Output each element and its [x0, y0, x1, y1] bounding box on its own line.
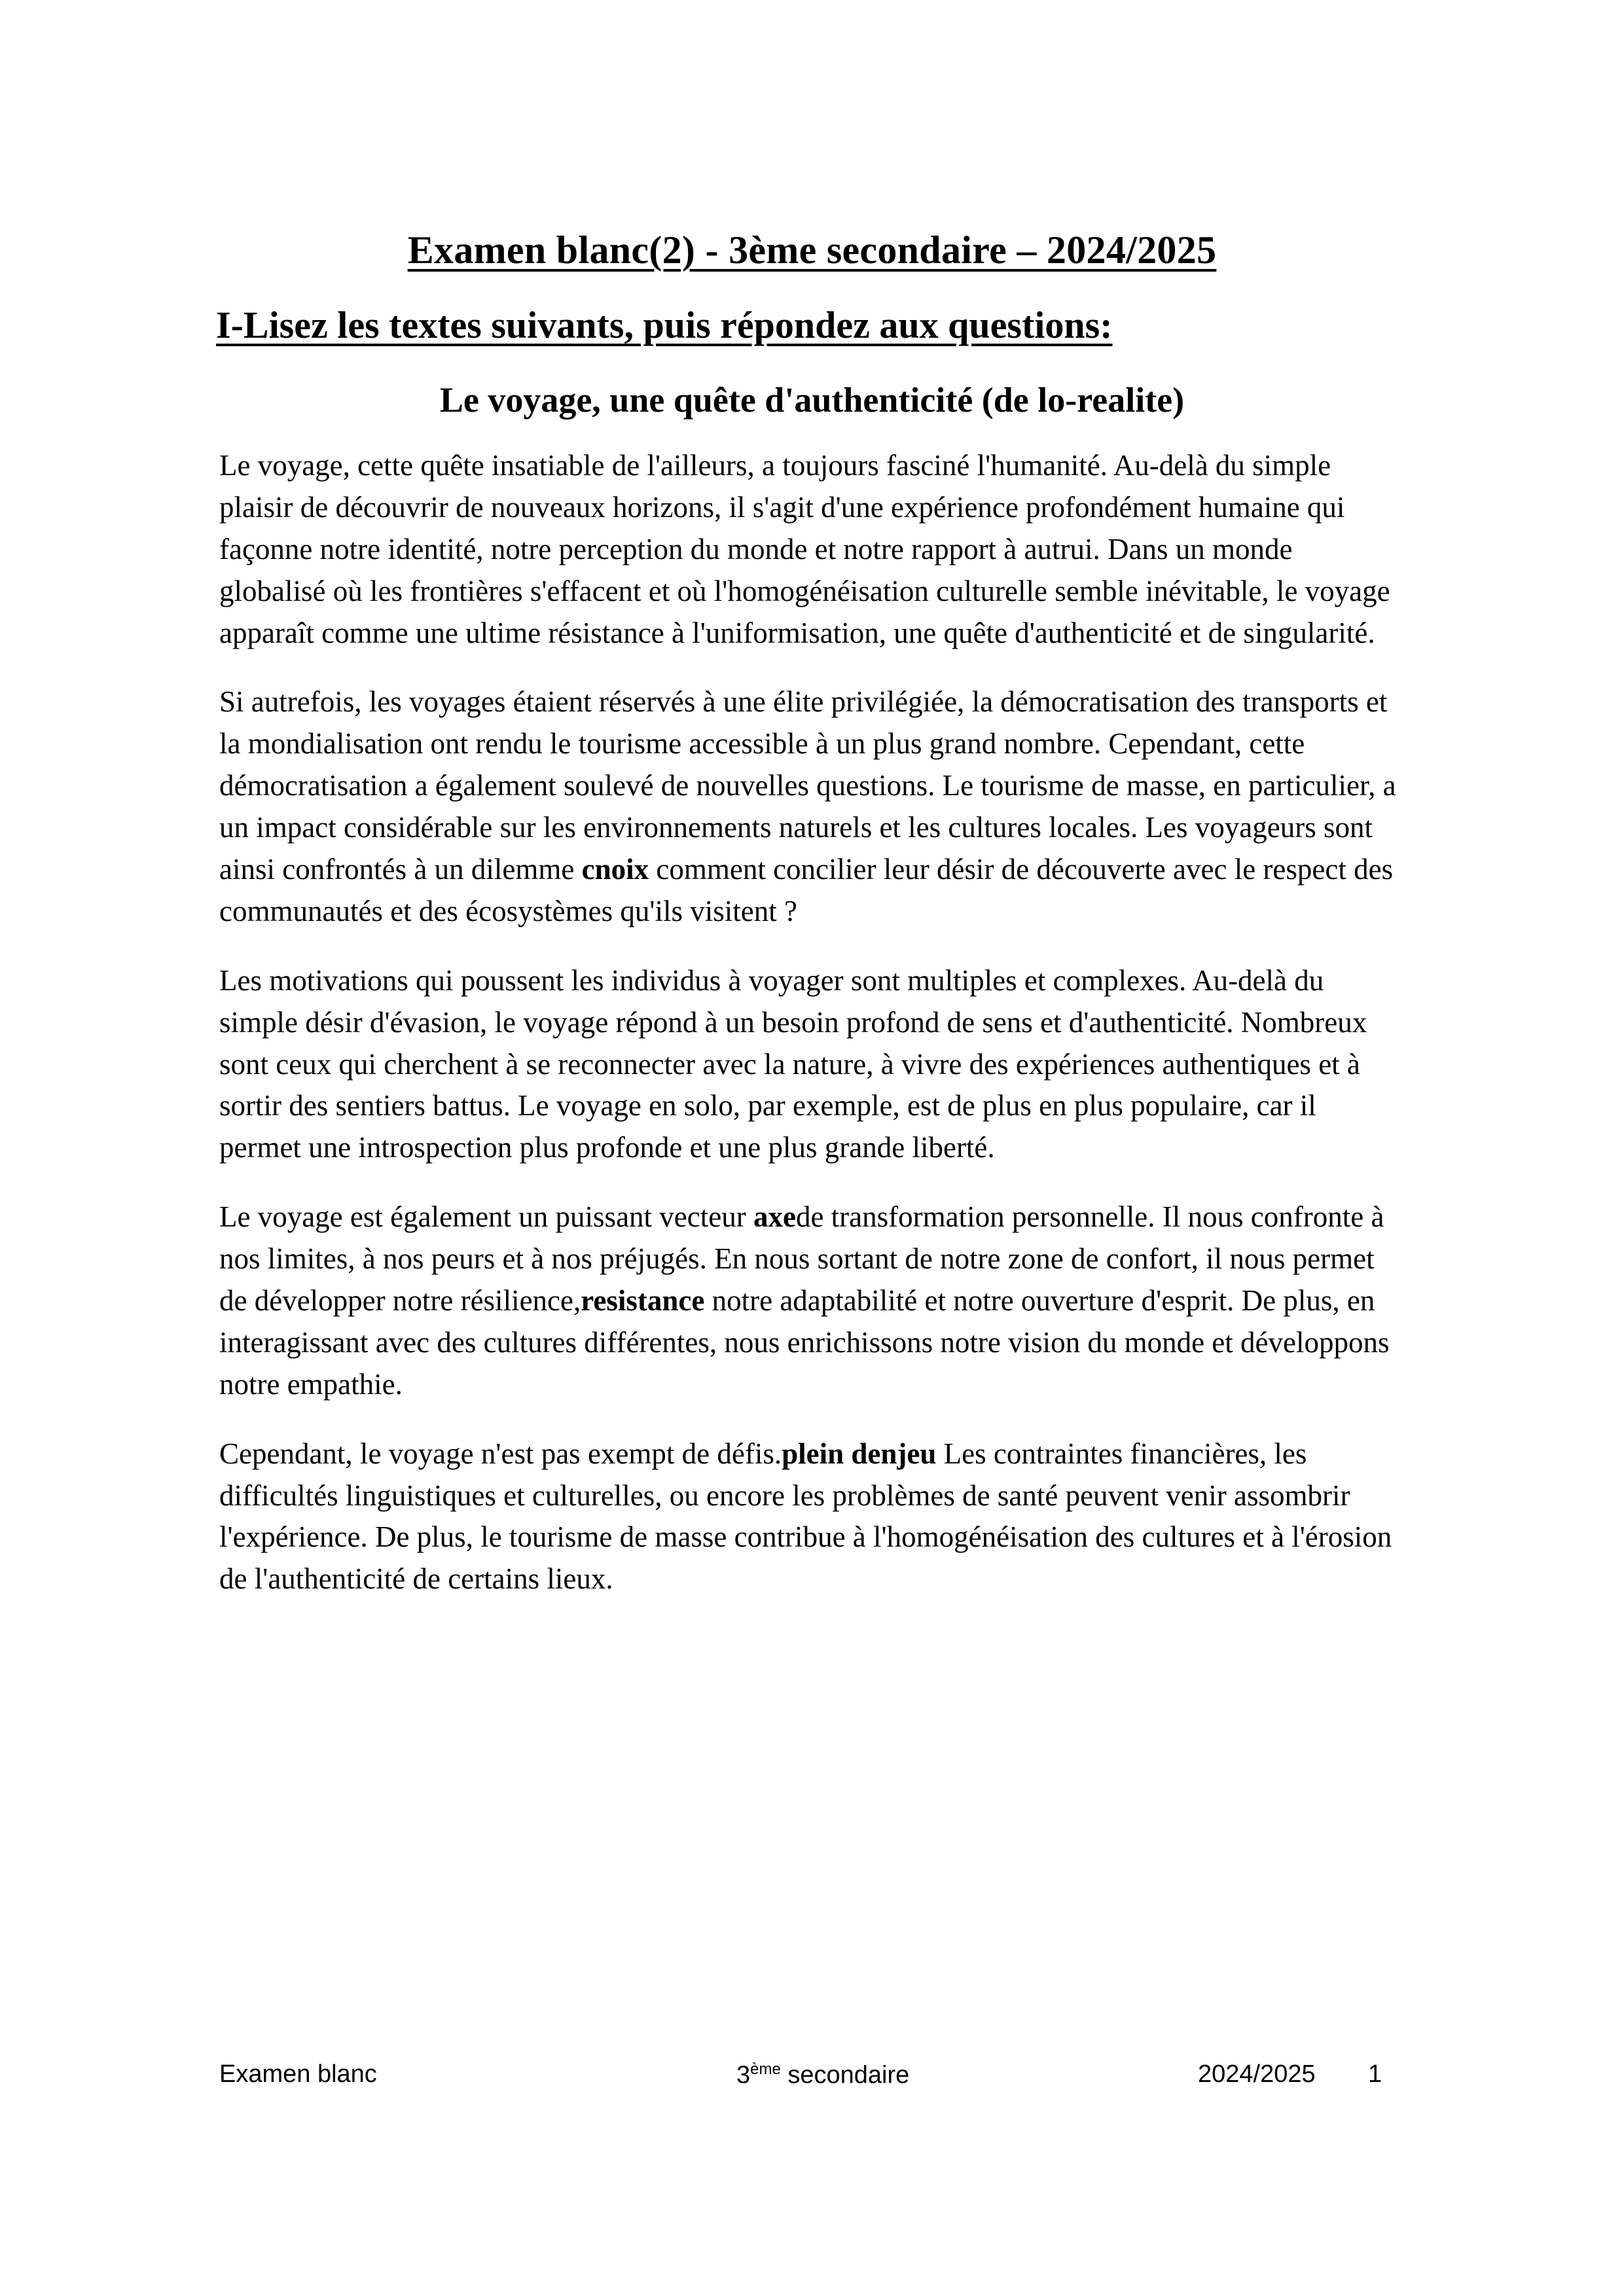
paragraph-1-text: Le voyage, cette quête insatiable de l'ailleurs, a toujours fasciné l'humanité. Au-delà du simple plaisir de découvrir de nouveaux horizons, il s'agit d'une expérience profondément humaine qui façonne notre identité, notre perception du monde et notre rapport à autrui. Dans un monde globalisé où les frontières s'effacent et où l'homogénéisation culturelle semble inévitable, le voyage apparaît comme une ultime résistance à l'uniformisation, une quête d'authenticité et de singularité.: [219, 449, 1390, 649]
paragraph-4-text-part1: Le voyage est également un puissant vecteur: [219, 1200, 746, 1234]
section-heading: [216, 306, 1113, 344]
paragraph-2-text-part2: comment concilier leur désir de découverte avec le respect des communautés et des écosystèmes qu'ils visitent ?: [219, 853, 1394, 927]
paragraph-4-text-part2: de transformation personnelle. Il nous confronte à nos limites, à nos peurs et à nos préjugés. En nous sortant de notre zone de confort, il nous permet de développer notre résilience,: [219, 1200, 1384, 1318]
paragraph-2-annotation: cnoix: [581, 853, 649, 886]
paragraph-4: [219, 1196, 1398, 1405]
paragraph-4-annotation-2: resistance: [581, 1284, 705, 1318]
footer-level-ordinal: ème: [750, 2060, 781, 2078]
page-footer: [219, 2055, 1404, 2094]
footer-level-number: 3: [736, 2061, 751, 2089]
paragraph-3: [219, 960, 1398, 1169]
footer-school-year: 2024/2025: [1198, 2060, 1316, 2088]
reading-passage: [219, 445, 1398, 1628]
paragraph-5-annotation: plein denjeu: [782, 1437, 937, 1470]
paragraph-4-text-part3: notre adaptabilité et notre ouverture d'esprit. De plus, en interagissant avec des cultures différentes, nous enrichissons notre vision du monde et développons notre empathie.: [219, 1284, 1390, 1401]
footer-level: [736, 2060, 909, 2090]
page-title-text: Examen blanc(2) - 3ème secondaire – 2024/2025: [407, 228, 1217, 272]
section-heading-text: I-Lisez les textes suivants, puis répondez aux questions:: [216, 304, 1113, 346]
paragraph-5: [219, 1433, 1398, 1601]
paragraph-2-text-part1: Si autrefois, les voyages étaient réservés à une élite privilégiée, la démocratisation des transports et la mondialisation ont rendu le tourisme accessible à un plus grand nombre. Cependant, cette démocratisation a également soulevé de nouvelles questions. Le tourisme de masse, en particulier, a un impact considérable sur les environnements naturels et les cultures locales. Les voyageurs sont ainsi confrontés à un dilemme: [219, 685, 1396, 886]
footer-exam-label: Examen blanc: [219, 2060, 377, 2088]
paragraph-4-annotation-1: axe: [753, 1200, 796, 1234]
reading-text-title: Le voyage, une quête d'authenticité (de lo-realite): [439, 380, 1185, 420]
paragraph-2: [219, 681, 1398, 932]
paragraph-1: [219, 445, 1398, 654]
paragraph-5-text-part1: Cependant, le voyage n'est pas exempt de défis.: [219, 1437, 782, 1470]
footer-level-rest: secondaire: [780, 2061, 910, 2089]
footer-page-number: 1: [1368, 2060, 1382, 2088]
paragraph-5-text-part2: Les contraintes financières, les difficultés linguistiques et culturelles, ou encore les problèmes de santé peuvent venir assombrir l'expérience. De plus, le tourisme de masse contribue à l'homogénéisation des cultures et à l'érosion de l'authenticité de certains lieux.: [219, 1437, 1392, 1596]
paragraph-3-text: Les motivations qui poussent les individus à voyager sont multiples et complexes. Au-delà du simple désir d'évasion, le voyage répond à un besoin profond de sens et d'authenticité. Nombreux sont ceux qui cherchent à se reconnecter avec la nature, à vivre des expériences authentiques et à sortir des sentiers battus. Le voyage en solo, par exemple, est de plus en plus populaire, car il permet une introspection plus profonde et une plus grande liberté.: [219, 963, 1367, 1164]
page-title: [0, 230, 1624, 270]
